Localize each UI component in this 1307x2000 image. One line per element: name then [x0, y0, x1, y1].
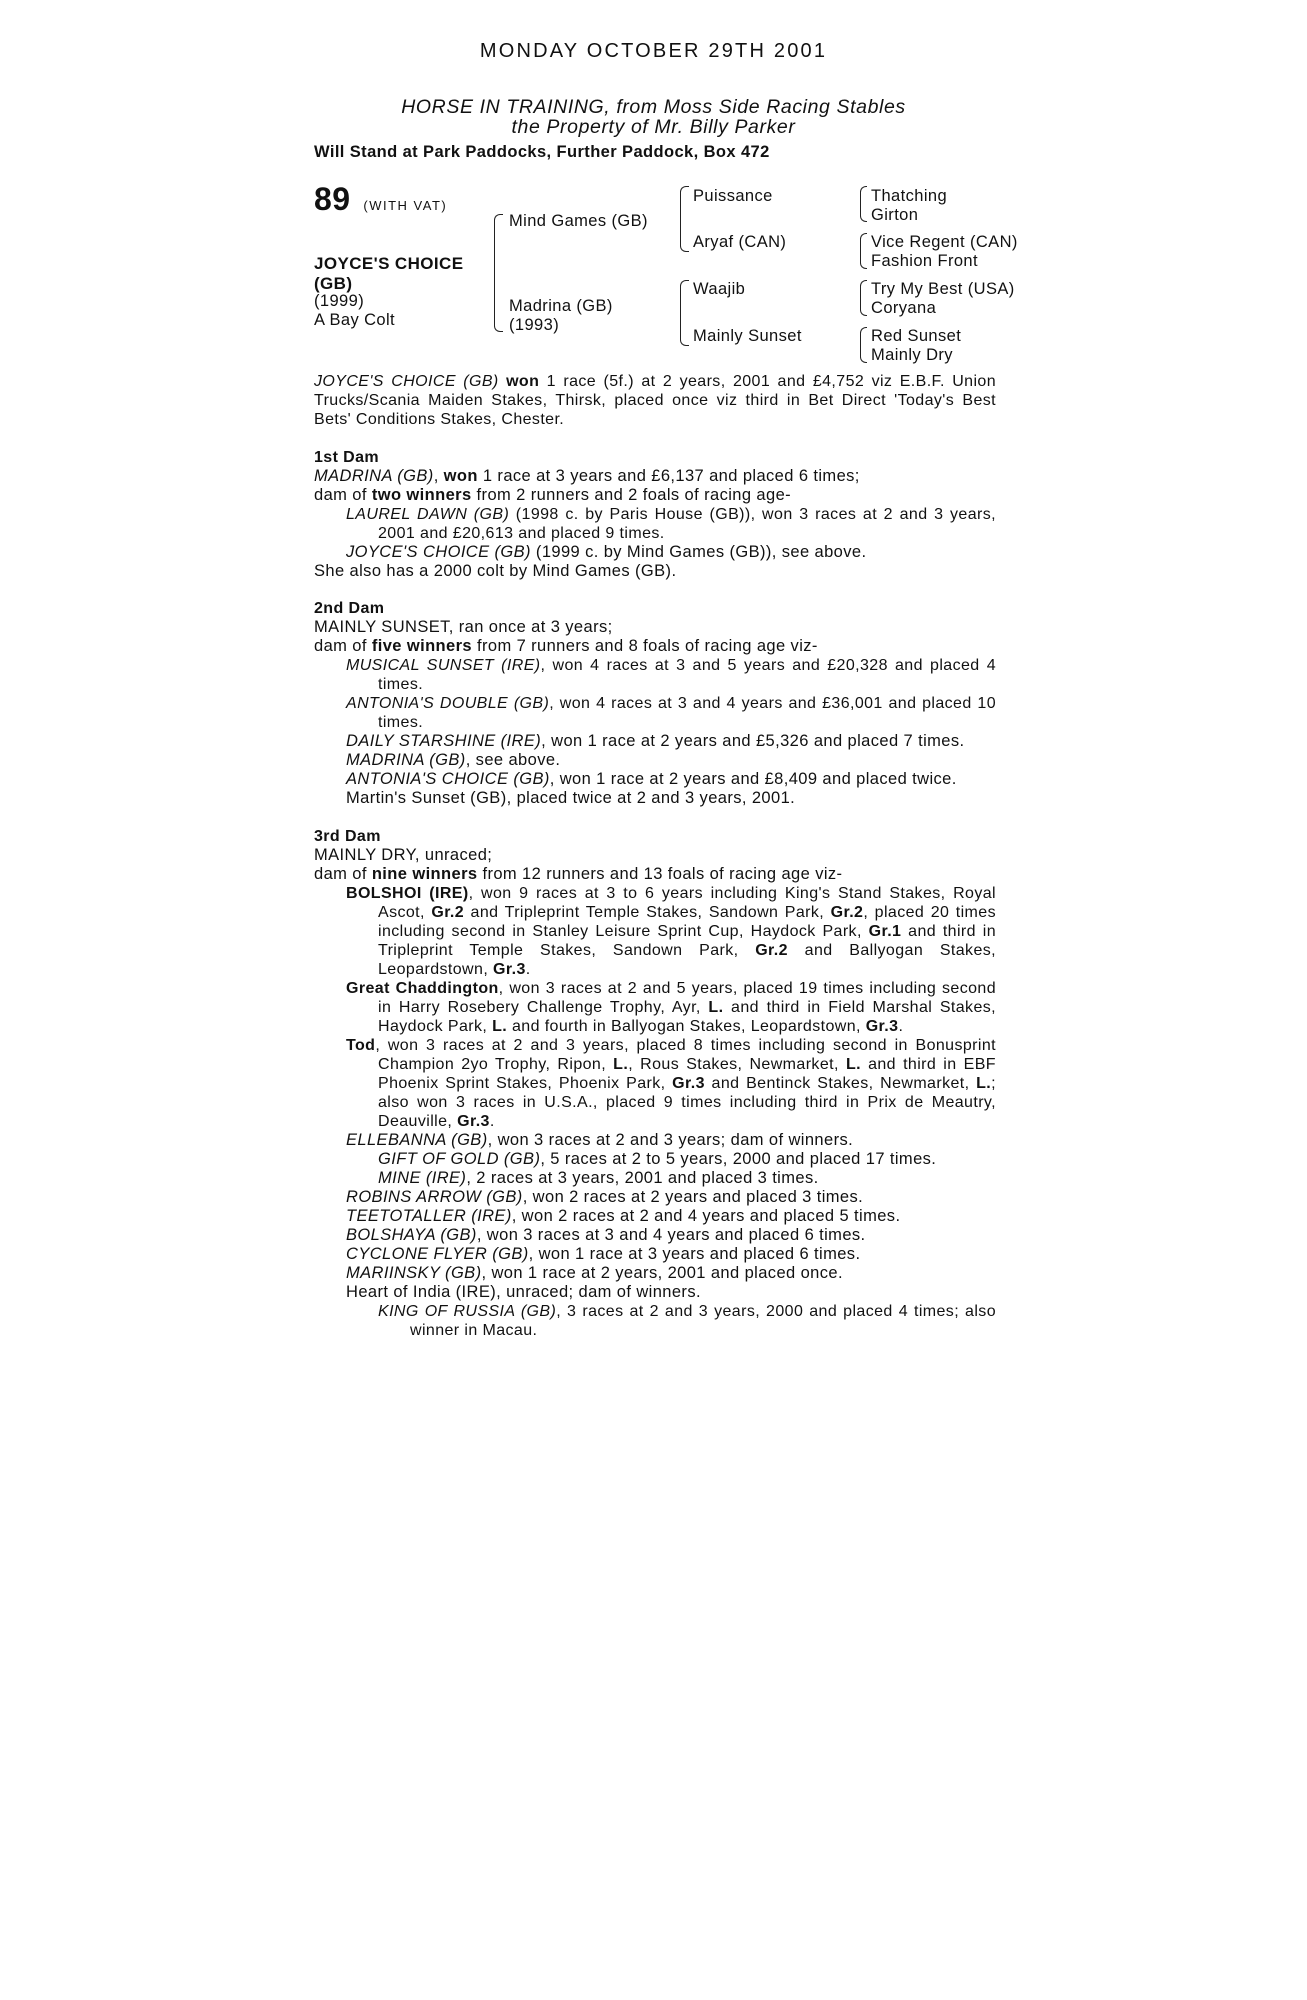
second-dam-produce-2	[346, 694, 996, 732]
produce-text: (1998 c. by Paris House (GB)), won 3 races at 2 and 3 years, 2001 and £20,613 and placed 9 times.	[378, 506, 997, 542]
summary-horse-name: JOYCE'S CHOICE (GB)	[314, 373, 499, 390]
grade-badge: Gr.3	[493, 961, 526, 978]
pedigree-g4: Fashion Front	[871, 252, 978, 270]
third-dam-line1: MAINLY DRY, unraced;	[314, 846, 493, 864]
produce-name: ELLEBANNA (GB)	[346, 1131, 488, 1149]
third-dam-produce-teetotaller	[346, 1207, 900, 1226]
race-summary	[314, 372, 996, 429]
grade-badge: L.	[708, 999, 724, 1016]
produce-text: , won 1 race at 2 years and £8,409 and placed twice.	[549, 770, 957, 788]
third-dam-produce-gift-of-gold	[378, 1150, 936, 1169]
second-dam-produce-6: Martin's Sunset (GB), placed twice at 2 and 3 years, 2001.	[346, 789, 796, 807]
grade-badge: Gr.3	[672, 1075, 705, 1092]
pedigree-g3: Vice Regent (CAN)	[871, 233, 1018, 251]
third-dam-produce-ellebanna	[346, 1131, 853, 1150]
produce-text: , won 2 races at 2 years and placed 3 times.	[522, 1188, 864, 1206]
pedigree-sire-sire: Puissance	[693, 187, 773, 205]
produce-text: , Rous Stakes, Newmarket,	[628, 1056, 846, 1073]
produce-name: JOYCE'S CHOICE (GB)	[346, 543, 531, 561]
produce-text: , 2 races at 3 years, 2001 and placed 3 times.	[466, 1169, 819, 1187]
produce-text: , 3 races at 2 and 3 years, 2000 and placed 4 times; also winner in Macau.	[410, 1303, 997, 1339]
produce-text: , won 3 races at 3 and 4 years and placed 6 times.	[476, 1226, 866, 1244]
second-dam-winners: five winners	[371, 637, 472, 655]
produce-text: , won 3 races at 2 and 3 years, placed 8 times including second in Bonusprint Champion 2yo Trophy, Ripon,	[375, 1037, 996, 1073]
grade-badge: L.	[976, 1075, 992, 1092]
pedigree-brace-g3	[860, 280, 867, 316]
produce-text: .	[489, 1113, 495, 1130]
second-dam-produce-5	[346, 770, 957, 789]
pedigree-brace-g4	[860, 327, 867, 363]
produce-text: , won 2 races at 2 and 4 years and placed 5 times.	[511, 1207, 901, 1225]
produce-text: , won 9 races at 3 to 6 years including King's Stand Stakes, Royal Ascot,	[378, 885, 996, 921]
pedigree-g6: Coryana	[871, 299, 937, 317]
produce-name: LAUREL DAWN (GB)	[346, 506, 510, 523]
pedigree-brace-main	[494, 214, 503, 332]
third-dam-produce-king-of-russia	[378, 1302, 996, 1340]
produce-name: TEETOTALLER (IRE)	[346, 1207, 512, 1225]
produce-name: ANTONIA'S DOUBLE (GB)	[346, 695, 550, 712]
grade-badge: L.	[613, 1056, 629, 1073]
pedigree-sire: Mind Games (GB)	[509, 212, 648, 230]
produce-name: GIFT OF GOLD (GB)	[378, 1150, 541, 1168]
pedigree-brace-g2	[860, 233, 867, 269]
horse-name: JOYCE'S CHOICE	[314, 254, 464, 273]
first-dam-winners: two winners	[371, 486, 472, 504]
first-dam-note: She also has a 2000 colt by Mind Games (GB).	[314, 562, 677, 580]
third-dam-produce-mine	[378, 1169, 819, 1188]
produce-text: and Bentinck Stakes, Newmarket,	[704, 1075, 977, 1092]
first-dam-name: MADRINA (GB)	[314, 467, 434, 485]
third-dam-l2c: from 12 runners and 13 foals of racing age viz-	[477, 865, 843, 883]
third-dam-produce-chaddington	[346, 979, 996, 1036]
vendor-line: HORSE IN TRAINING, from Moss Side Racing Stables	[401, 96, 906, 118]
property-line: the Property of Mr. Billy Parker	[511, 116, 796, 138]
grade-badge: Gr.2	[830, 904, 864, 921]
grade-badge: Gr.2	[755, 942, 788, 959]
pedigree-sire-dam: Aryaf (CAN)	[693, 233, 787, 251]
produce-name: Tod	[346, 1037, 376, 1054]
produce-text: ; also won 3 races in U.S.A., placed 9 times including third in Prix de Meautry, Deauville,	[378, 1075, 996, 1130]
produce-name: MADRINA (GB)	[346, 751, 466, 769]
produce-text: , won 3 races at 2 and 5 years, placed 19 times including second in Harry Rosebery Challenge Trophy, Ayr,	[378, 980, 996, 1016]
horse-year: (1999)	[314, 292, 365, 310]
grade-badge: Gr.1	[868, 923, 902, 940]
first-dam-line1: MADRINA (GB), won 1 race at 3 years and £6,137 and placed 6 times;	[314, 467, 860, 485]
produce-text: , won 4 races at 3 and 5 years and £20,328 and placed 4 times.	[378, 657, 997, 693]
produce-name: MINE (IRE)	[378, 1169, 467, 1187]
second-dam-produce-4	[346, 751, 560, 770]
produce-text: (1999 c. by Mind Games (GB)), see above.	[530, 543, 867, 561]
produce-name: MARIINSKY (GB)	[346, 1264, 482, 1282]
grade-badge: L.	[845, 1056, 861, 1073]
pedigree-dam-sire: Waajib	[693, 280, 746, 298]
sale-date: MONDAY OCTOBER 29TH 2001	[479, 40, 828, 62]
second-dam-line1: MAINLY SUNSET, ran once at 3 years;	[314, 618, 613, 636]
pedigree-dam: Madrina (GB)	[509, 297, 613, 315]
produce-text: , won 1 race at 2 years and £5,326 and placed 7 times.	[541, 732, 965, 750]
produce-text: , won 3 races at 2 and 3 years; dam of winners.	[487, 1131, 854, 1149]
grade-badge: Gr.3	[457, 1113, 490, 1130]
second-dam-line2	[314, 637, 818, 656]
pedigree-g7: Red Sunset	[871, 327, 962, 345]
grade-badge: Gr.2	[431, 904, 465, 921]
first-dam-text: 1 race at 3 years and £6,137 and placed 6 times;	[477, 467, 860, 485]
produce-text: , won 1 race at 3 years and placed 6 times.	[528, 1245, 861, 1263]
third-dam-title: 3rd Dam	[314, 828, 381, 845]
first-dam-l2c: from 2 runners and 2 foals of racing age-	[471, 486, 792, 504]
produce-name: MUSICAL SUNSET (IRE)	[346, 657, 541, 674]
summary-won: won	[506, 373, 540, 390]
third-dam-produce-bolshoi	[346, 884, 996, 979]
summary-text: 1 race (5f.) at 2 years, 2001 and £4,752 viz E.B.F. Union Trucks/Scania Maiden Stakes, Thirsk, placed once viz third in Bet Direct 'Today's Best Bets' Conditions Stakes, Chester.	[314, 373, 996, 428]
grade-badge: L.	[492, 1018, 508, 1035]
second-dam-produce-3	[346, 732, 965, 751]
produce-name: ROBINS ARROW (GB)	[346, 1188, 523, 1206]
first-dam-produce-1	[346, 505, 996, 543]
pedigree-brace-dam	[680, 280, 689, 346]
produce-text: and fourth in Ballyogan Stakes, Leopardstown,	[507, 1018, 866, 1035]
produce-text: , won 4 races at 3 and 4 years and £36,001 and placed 10 times.	[378, 695, 996, 731]
pedigree-g8: Mainly Dry	[871, 346, 953, 364]
pedigree-g5: Try My Best (USA)	[871, 280, 1015, 298]
vat-note: (WITH VAT)	[363, 198, 448, 213]
pedigree-g2: Girton	[871, 206, 919, 224]
lot-number: 89	[314, 181, 351, 217]
produce-text: , see above.	[465, 751, 561, 769]
produce-name: BOLSHOI (IRE)	[346, 885, 469, 902]
pedigree-brace-sire	[680, 186, 689, 252]
pedigree-g1: Thatching	[871, 187, 948, 205]
pedigree-dam-dam: Mainly Sunset	[693, 327, 802, 345]
first-dam-line2	[314, 486, 791, 505]
first-dam-won: won	[443, 467, 478, 485]
second-dam-produce-1	[346, 656, 996, 694]
third-dam-produce-mariinsky	[346, 1264, 843, 1283]
produce-text: .	[525, 961, 531, 978]
produce-text: and third in EBF Phoenix Sprint Stakes, Phoenix Park,	[378, 1056, 996, 1092]
horse-description: A Bay Colt	[314, 311, 396, 329]
produce-name: DAILY STARSHINE (IRE)	[346, 732, 542, 750]
third-dam-produce-cyclone-flyer	[346, 1245, 860, 1264]
produce-name: Great Chaddington	[346, 980, 499, 997]
produce-text: , won 1 race at 2 years, 2001 and placed once.	[481, 1264, 843, 1282]
pedigree-brace-g1	[860, 186, 867, 222]
third-dam-winners: nine winners	[371, 865, 478, 883]
second-dam-l2c: from 7 runners and 8 foals of racing age viz-	[472, 637, 818, 655]
first-dam-l2a: dam of	[314, 486, 372, 504]
produce-name: KING OF RUSSIA (GB)	[378, 1303, 557, 1320]
produce-text: .	[898, 1018, 904, 1035]
produce-text: and third in Field Marshal Stakes, Haydock Park,	[378, 999, 996, 1035]
produce-text: and Tripleprint Temple Stakes, Sandown Park,	[464, 904, 831, 921]
produce-name: ANTONIA'S CHOICE (GB)	[346, 770, 550, 788]
produce-text: , 5 races at 2 to 5 years, 2000 and placed 17 times.	[540, 1150, 937, 1168]
stand-line: Will Stand at Park Paddocks, Further Paddock, Box 472	[314, 143, 770, 161]
first-dam-produce-2	[346, 543, 866, 562]
second-dam-l2a: dam of	[314, 637, 372, 655]
produce-text: and third in Tripleprint Temple Stakes, Sandown Park,	[378, 923, 997, 959]
grade-badge: Gr.3	[865, 1018, 899, 1035]
first-dam-title: 1st Dam	[314, 449, 380, 466]
produce-name: BOLSHAYA (GB)	[346, 1226, 477, 1244]
horse-origin: (GB)	[314, 274, 353, 293]
third-dam-l2a: dam of	[314, 865, 372, 883]
pedigree-dam-year: (1993)	[509, 316, 560, 334]
third-dam-produce-heart-of-india: Heart of India (IRE), unraced; dam of winners.	[346, 1283, 701, 1301]
third-dam-produce-bolshaya	[346, 1226, 866, 1245]
third-dam-line2	[314, 865, 842, 884]
produce-text: and Ballyogan Stakes, Leopardstown,	[378, 942, 996, 978]
third-dam-produce-robins-arrow	[346, 1188, 863, 1207]
produce-text: , placed 20 times including second in Stanley Leisure Sprint Cup, Haydock Park,	[378, 904, 996, 940]
produce-name: CYCLONE FLYER (GB)	[346, 1245, 529, 1263]
second-dam-title: 2nd Dam	[314, 600, 385, 617]
lot-number-block	[314, 181, 448, 217]
third-dam-produce-tod	[346, 1036, 996, 1131]
